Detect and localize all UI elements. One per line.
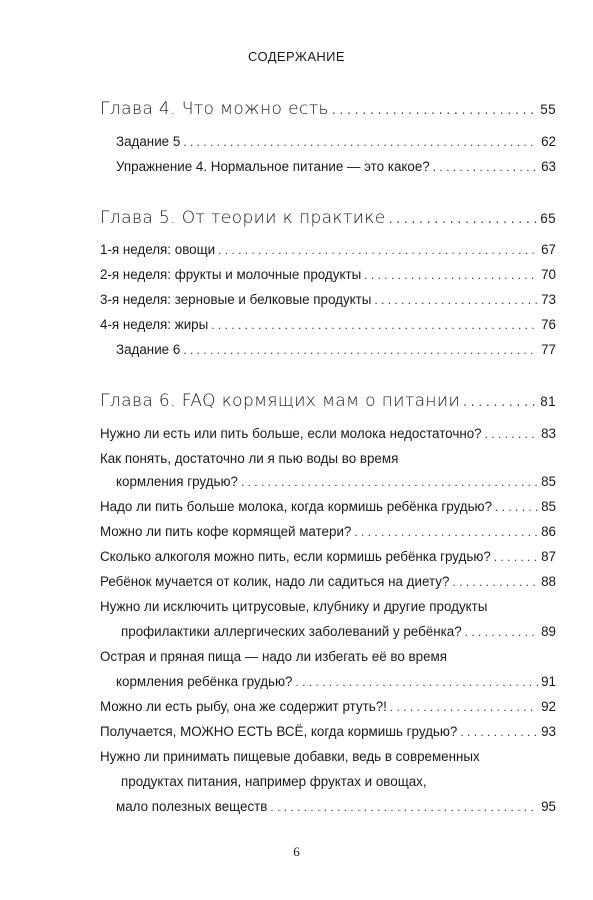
entry-label: кормления ребёнка грудью? [116,674,293,689]
entry-label: Ребёнок мучается от колик, надо ли садиться на диету? [100,574,450,589]
toc-entry[interactable] [100,523,556,541]
entry-label-line: Нужно ли исключить цитрусовые, клубнику и другие продукты [100,599,488,614]
page-ref: 93 [541,724,556,739]
leader-dots [463,394,537,411]
entry-label: Надо ли пить больше молока, когда кормишь ребёнка грудью? [100,499,493,514]
leader-dots [241,474,538,491]
entry-label: Упражнение 4. Нормальное питание — это какое? [116,159,430,174]
leader-dots [389,211,538,228]
toc-entry[interactable] [100,241,556,259]
leader-dots [494,549,538,566]
leader-dots [433,159,538,176]
toc-entry[interactable] [100,425,556,443]
entry-label-line: Как понять, достаточно ли я пью воды во время [100,451,399,466]
page-ref: 87 [541,549,556,564]
leader-dots [374,292,538,309]
entry-label: Сколько алкоголя можно пить, если кормишь ребёнка грудью? [100,549,491,564]
page-ref: 55 [540,102,556,117]
page-ref: 86 [541,524,556,539]
entry-label-line: Острая и пряная пища — надо ли избегать её во время [100,649,448,664]
toc-entry[interactable] [100,266,556,284]
page-ref: 85 [541,499,556,514]
page-ref: 85 [541,474,556,489]
toc-entry[interactable] [121,623,556,641]
toc-entry[interactable] [116,673,556,691]
page-ref: 65 [540,211,556,226]
toc-entry[interactable] [100,316,556,334]
chapter-title: Глава 5. От теории к практике [100,208,386,228]
toc-entry[interactable] [100,723,556,741]
page-ref: 67 [541,242,556,257]
entry-label: 1-я неделя: овощи [100,242,216,257]
page-ref: 77 [541,342,556,357]
page-ref: 62 [541,134,556,149]
leader-dots [183,134,538,151]
toc-entry[interactable] [116,341,556,359]
page-header-title: СОДЕРЖАНИЕ [247,49,345,64]
entry-label: Нужно ли есть или пить больше, если молока недостаточно? [100,426,482,441]
toc-entry[interactable] [116,133,556,151]
leader-dots [296,674,539,691]
entry-label: Задание 5 [116,134,181,149]
toc-entry[interactable] [100,698,556,716]
page-ref: 88 [541,574,556,589]
entry-label: Можно ли есть рыбу, она же содержит ртуть?! [100,699,387,714]
leader-dots [485,426,538,443]
page-ref: 81 [540,394,556,409]
page-ref: 70 [541,267,556,282]
entry-label: кормления грудью? [116,474,238,489]
toc-chapter-6[interactable] [100,393,556,411]
entry-label: 2-я неделя: фрукты и молочные продукты [100,267,362,282]
entry-label: Задание 6 [116,342,181,357]
page-ref: 73 [541,292,556,307]
leader-dots [364,267,538,284]
page-ref: 91 [541,674,556,689]
entry-label-line: Нужно ли принимать пищевые добавки, ведь в современных [100,749,480,764]
page-ref: 63 [541,159,556,174]
leader-dots [211,317,538,334]
page-ref: 92 [541,699,556,714]
entry-label: профилактики аллергических заболеваний у ребёнка? [121,624,462,639]
toc-chapter-4[interactable] [100,101,556,119]
page-ref: 89 [541,624,556,639]
leader-dots [354,524,538,541]
chapter-title: Глава 4. Что можно есть [100,99,329,119]
page-number: 6 [293,844,300,859]
leader-dots [270,799,538,816]
entry-label: 4-я неделя: жиры [100,317,209,332]
leader-dots [495,499,538,516]
entry-label-line: продуктах питания, например фруктах и овощах, [121,774,427,789]
entry-label: мало полезных веществ [116,799,268,814]
leader-dots [183,342,538,359]
page-ref: 83 [541,426,556,441]
toc-entry[interactable] [100,548,556,566]
leader-dots [218,242,538,259]
toc-entry[interactable] [116,158,556,176]
toc-entry[interactable] [116,798,556,816]
toc-entry[interactable] [100,573,556,591]
entry-label: 3-я неделя: зерновые и белковые продукты [100,292,372,307]
leader-dots [452,574,538,591]
page-ref: 95 [541,799,556,814]
leader-dots [460,724,538,741]
entry-label: Получается, МОЖНО ЕСТЬ ВСЁ, когда кормишь грудью? [100,724,458,739]
chapter-title: Глава 6. FAQ кормящих мам о питании [100,391,461,411]
leader-dots [465,624,538,641]
toc-entry[interactable] [100,498,556,516]
leader-dots [390,699,538,716]
toc-entry[interactable] [100,291,556,309]
toc-chapter-5[interactable] [100,210,556,228]
leader-dots [332,102,537,119]
toc-entry[interactable] [116,473,556,491]
entry-label: Можно ли пить кофе кормящей матери? [100,524,352,539]
page-ref: 76 [541,317,556,332]
